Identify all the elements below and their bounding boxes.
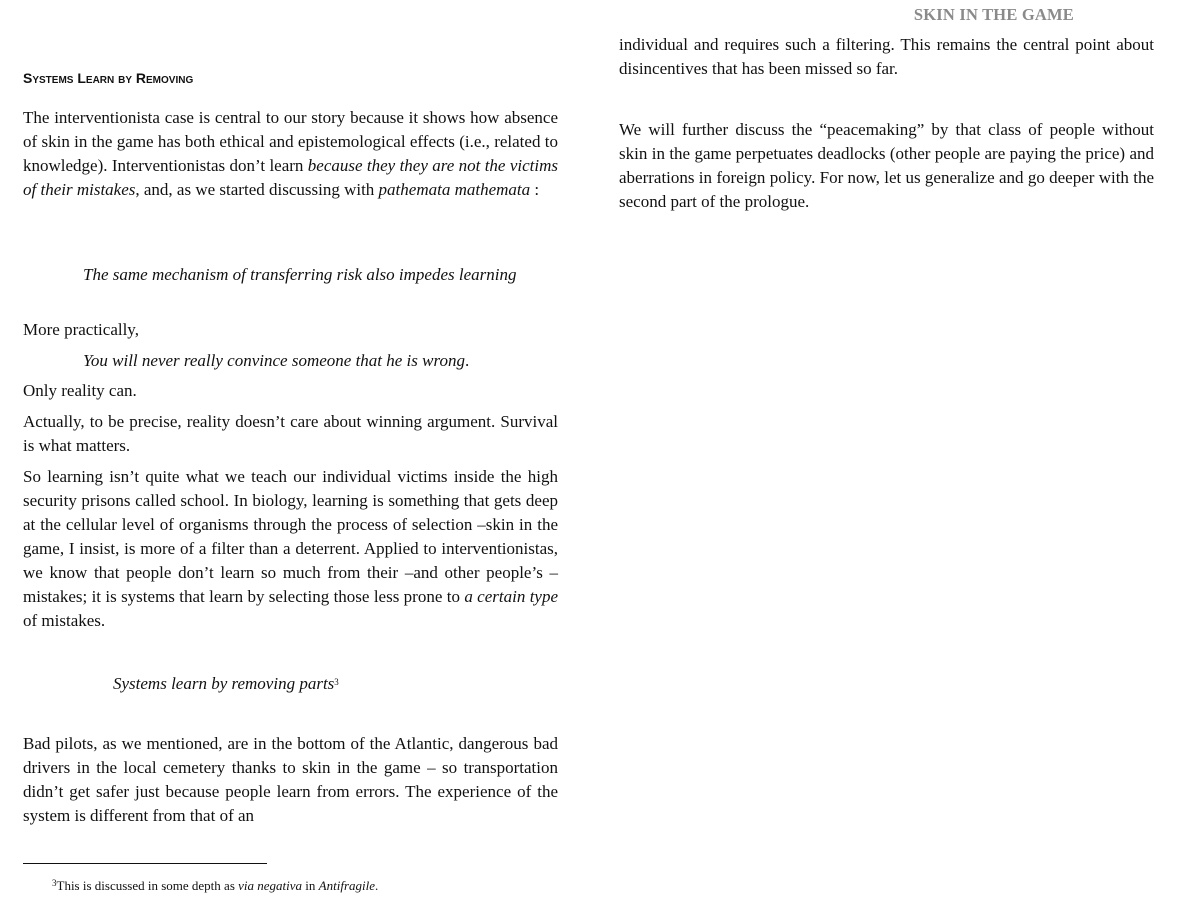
- p1-text-a: The interventionista case is central to our story because it shows how absence of skin in the game has both ethical and epistemological effects (i.e., related to knowledge). Interventionistas don’t learn: [23, 108, 558, 175]
- paragraph-peacemaking: We will further discuss the “peacemaking” by that class of people without skin in the game perpetuates deadlocks (other people are paying the price) and aberrations in foreign policy. For now, let us generalize and go deeper with the second part of the prologue.: [619, 120, 1154, 211]
- footnote-emphasis-antifragile: Antifragile: [318, 878, 376, 893]
- p5-text-a: So learning isn’t quite what we teach our individual victims inside the high security prisons called school. In biology, learning is something that gets deep at the cellular level of organisms through the process of selection –skin in the game, I insist, is more of a filter than a deterrent. Applied to interventionistas, we know that people don’t learn so much from their –and other people’s –mistakes; it is systems that learn by selecting those less prone to: [23, 467, 558, 606]
- footnote-text-a: This is discussed in some depth as: [56, 878, 239, 893]
- footnote-reference-3[interactable]: 3: [334, 677, 339, 687]
- p1-emphasis-pathemata: pathemata mathemata: [378, 180, 531, 199]
- p5-emphasis-certain-type: a certain type: [464, 587, 559, 606]
- quote-systems-learn: [113, 672, 339, 696]
- paragraph-actually: Actually, to be precise, reality doesn’t care about winning argument. Survival is what matters.: [23, 412, 558, 455]
- paragraph-only-reality: Only reality can.: [23, 381, 137, 400]
- paragraph-more-practically: More practically,: [23, 320, 139, 339]
- p1-emphasis-victims: because they they are not the victims of their mistakes: [23, 156, 558, 199]
- paragraph-bad-pilots: Bad pilots, as we mentioned, are in the bottom of the Atlantic, dangerous bad drivers in the local cemetery thanks to skin in the game – so transportation didn’t get safer just because people learn from errors. The experience of the system is different from that of an: [23, 734, 558, 825]
- p1-text-c: :: [530, 180, 540, 199]
- footnote-3: [52, 878, 378, 894]
- quote-transferring-risk: The same mechanism of transferring risk also impedes learning: [83, 265, 517, 284]
- footnote-text-c: .: [375, 878, 379, 893]
- p1-text-b: , and, as we started discussing with: [135, 180, 379, 199]
- footnote-divider: [23, 863, 267, 864]
- section-title: Systems Learn by Removing: [23, 70, 194, 86]
- quote-never-convince-text: You will never really convince someone that he is wrong: [83, 351, 465, 370]
- footnote-text-b: in: [302, 878, 319, 893]
- running-head: SKIN IN THE GAME: [913, 5, 1074, 24]
- footnote-emphasis-via-negativa: via negativa: [238, 878, 303, 893]
- quote-never-convince-period: .: [464, 351, 470, 370]
- quote-systems-learn-text: Systems learn by removing parts: [113, 674, 335, 693]
- footnote-mark: 3: [52, 878, 57, 888]
- quote-never-convince: [83, 349, 469, 373]
- p5-text-b: of mistakes.: [23, 611, 106, 630]
- paragraph-individual-filtering: individual and requires such a filtering. This remains the central point about disincentives that has been missed so far.: [619, 35, 1154, 78]
- paragraph-interventionista: [23, 106, 558, 202]
- paragraph-so-learning: [23, 465, 558, 633]
